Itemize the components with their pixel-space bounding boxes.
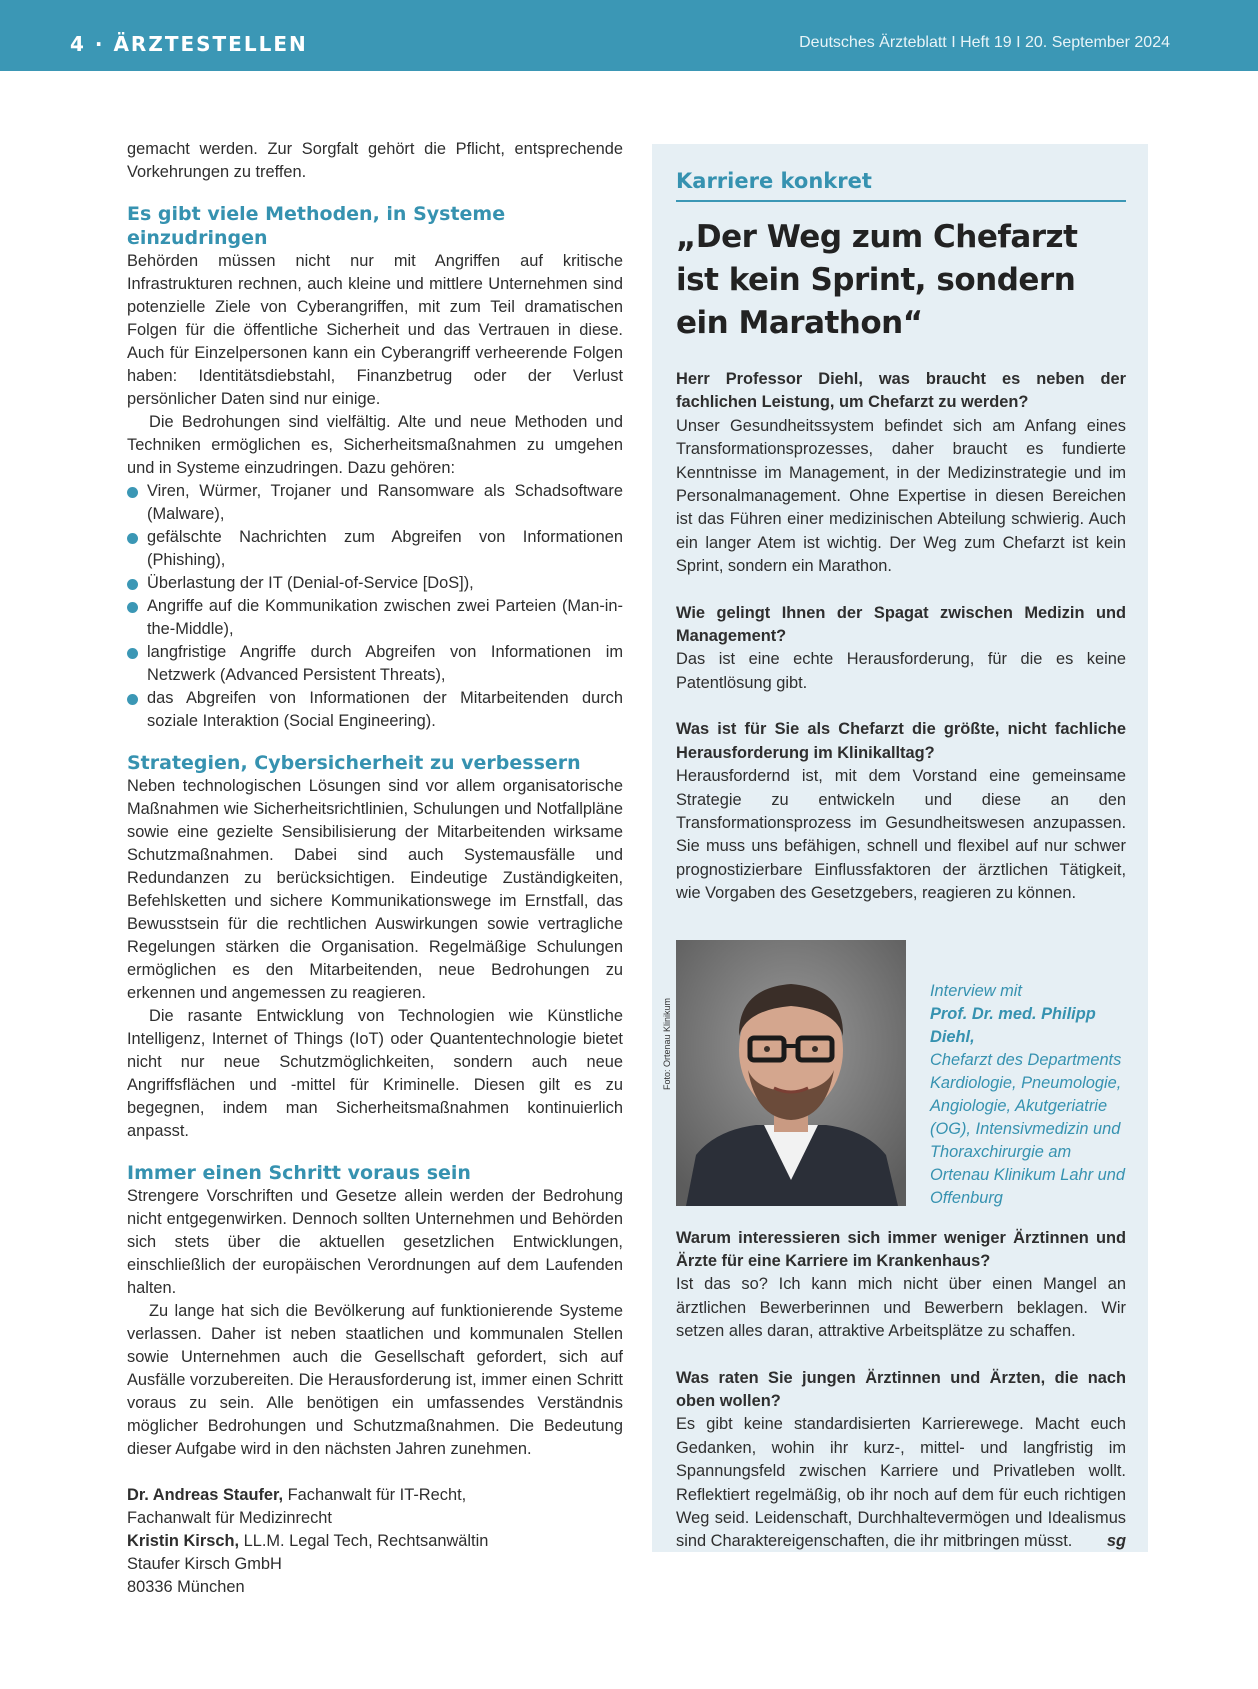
section-heading: Strategien, Cybersicherheit zu verbessern xyxy=(127,752,581,774)
paragraph: Neben technologischen Lösungen sind vor allem organisatorische Maßnahmen wie Sicherheitsrichtlinien, Schulungen und Notfallpläne sowie eine gezielte Sensibilisierung der Mitarbeitenden wirksame Schutzmaßnahmen. Dabei sind auch Systemausfälle und Redundanzen zu berücksichtigen. Eindeutige Zuständigkeiten, Befehlsketten und sichere Kommunikationswege im Ernstfall, das Bewusstsein für die rechtlichen Auswirkungen sowie vertragliche Regelungen stärken die Organisation. Regelmäßige Schulungen ermöglichen es den Mitarbeitenden, neue Bedrohungen zu erkennen und angemessen zu reagieren. xyxy=(127,777,623,1002)
list-item: Angriffe auf die Kommunikation zwischen zwei Parteien (Man-in-the-Middle), xyxy=(127,595,623,641)
question: Was raten Sie jungen Ärztinnen und Ärzten, die nach oben wollen? xyxy=(676,1368,1126,1410)
portrait-photo xyxy=(676,940,906,1206)
portrait-row xyxy=(662,940,1126,1207)
author-signature xyxy=(127,1484,623,1599)
answer: Unser Gesundheitssystem befindet sich am Anfang eines Transformationsprozesses, daher braucht es fundierte Kenntnisse im Management, in der Medizinstrategie und im Personalmanagement. Ohne Expertise in diesen Bereichen ist das Führen einer medizinischen Abteilung schwierig. Auch ein langer Atem ist wichtig. Der Weg zum Chefarzt ist kein Sprint, sondern ein Marathon. xyxy=(676,416,1126,576)
author-name: Dr. Andreas Staufer, xyxy=(127,1486,284,1504)
answer: Herausfordernd ist, mit dem Vorstand eine gemeinsame Strategie zu entwickeln und diese an den Transformationsprozess im Gesundheitswesen anzupassen. Sie muss uns befähigen, schnell und flexibel auf nur schwer prognostizierbare Einflussfaktoren der ärztlichen Tätigkeit, wie Vorgaben des Gesetzgebers, reagieren zu können. xyxy=(676,767,1126,903)
company-name: Staufer Kirsch GmbH xyxy=(127,1555,282,1573)
paragraph: Die Bedrohungen sind vielfältig. Alte und neue Methoden und Techniken ermöglichen es, Sicherheitsmaßnahmen zu umgehen und in Systeme einzudringen. Dazu gehören: xyxy=(127,413,623,477)
company-city: 80336 München xyxy=(127,1578,245,1596)
section-heading: Es gibt viele Methoden, in Systeme einzudringen xyxy=(127,203,506,249)
caption-role: Chefarzt des Departments Kardiologie, Pneumologie, Angiologie, Akutgeriatrie (OG), Intensivmedizin und Thoraxchirurgie am Ortenau Klinikum Lahr und Offenburg xyxy=(930,1050,1125,1207)
qa-block xyxy=(676,368,1126,579)
answer: Ist das so? Ich kann mich nicht über einen Mangel an ärztlichen Bewerberinnen und Bewerbern beklagen. Wir setzen alles daran, attraktive Arbeitsplätze zu schaffen. xyxy=(676,1275,1126,1341)
qa-block xyxy=(676,1227,1126,1344)
page-label: 4 · ÄRZTESTELLEN xyxy=(70,32,308,56)
qa-block xyxy=(676,718,1126,905)
photo-credit: Foto: Ortenau Klinikum xyxy=(662,997,672,1090)
list-item: Viren, Würmer, Trojaner und Ransomware als Schadsoftware (Malware), xyxy=(127,480,623,526)
qa-block xyxy=(676,602,1126,696)
intro-paragraph: gemacht werden. Zur Sorgfalt gehört die Pflicht, entsprechende Vorkehrungen zu treffen. xyxy=(127,140,623,181)
paragraph: Strengere Vorschriften und Gesetze allein werden der Bedrohung nicht entgegenwirken. Dennoch sollten Unternehmen und Behörden sich stets über die aktuellen gesetzlichen Entwicklungen, einschließlich der europäischen Verordnungen auf dem Laufenden halten. xyxy=(127,1187,623,1297)
interview-box xyxy=(652,144,1148,1552)
question: Was ist für Sie als Chefarzt die größte, nicht fachliche Herausforderung im Klinikalltag? xyxy=(676,720,1126,762)
box-kicker: Karriere konkret xyxy=(676,166,1126,202)
section-heading: Immer einen Schritt voraus sein xyxy=(127,1162,471,1184)
paragraph: Die rasante Entwicklung von Technologien wie Künstliche Intelligenz, Internet of Things (IoT) oder Quantentechnologie bietet nicht nur neue Schutzmöglichkeiten, sondern auch neue Angriffsflächen und -mittel für Kriminelle. Diesen gilt es zu begegnen, indem man Sicherheitsmaßnahmen kontinuierlich anpasst. xyxy=(127,1007,623,1140)
caption-intro: Interview mit xyxy=(930,981,1022,1000)
author-initials: sg xyxy=(1106,1532,1126,1551)
question: Herr Professor Diehl, was braucht es neben der fachlichen Leistung, um Chefarzt zu werden? xyxy=(676,370,1126,412)
author-role: Fachanwalt für IT-Recht, xyxy=(283,1486,467,1504)
list-item: das Abgreifen von Informationen der Mitarbeitenden durch soziale Interaktion (Social Engineering). xyxy=(127,687,623,733)
question: Wie gelingt Ihnen der Spagat zwischen Medizin und Management? xyxy=(676,603,1126,646)
qa-block xyxy=(676,1367,1126,1554)
answer-wrap xyxy=(676,1413,1126,1553)
author-role: LL.M. Legal Tech, Rechtsanwältin xyxy=(239,1532,489,1550)
list-item: langfristige Angriffe durch Abgreifen von Informationen im Netzwerk (Advanced Persistent Threats), xyxy=(127,641,623,687)
portrait-illustration xyxy=(676,940,906,1206)
list-item: gefälschte Nachrichten zum Abgreifen von Informationen (Phishing), xyxy=(127,526,623,572)
article-column xyxy=(127,138,623,1599)
masthead: Deutsches Ärzteblatt I Heft 19 I 20. September 2024 xyxy=(799,34,1170,51)
interview-caption xyxy=(930,980,1130,1210)
paragraph: Behörden müssen nicht nur mit Angriffen auf kritische Infrastrukturen rechnen, auch kleine und mittlere Unternehmen sind potenzielle Ziele von Cyberangriffen, mit zum Teil dramatischen Folgen für die öffentliche Sicherheit und das Vertrauen in diese. Auch für Einzelpersonen kann ein Cyberangriff verheerende Folgen haben: Identitätsdiebstahl, Finanzbetrug oder der Verlust persönlicher Daten sind nur einige. xyxy=(127,252,623,408)
list-item: Überlastung der IT (Denial-of-Service [DoS]), xyxy=(127,572,623,595)
paragraph: Zu lange hat sich die Bevölkerung auf funktionierende Systeme verlassen. Daher ist neben staatlichen und kommunalen Stellen sowie Unternehmen auch die Gesellschaft gefordert, sich auf Ausfälle vorzubereiten. Die Herausforderung ist, immer einen Schritt voraus zu sein. Alle benötigen ein umfassendes Verständnis möglicher Bedrohungen und Schutzmaßnahmen. Die Bedeutung dieser Aufgabe wird in den nächsten Jahren zunehmen. xyxy=(127,1302,623,1458)
answer: Es gibt keine standardisierten Karrierewege. Macht euch Gedanken, wohin ihr kurz-, mittel- und langfristig im Spannungsfeld zwischen Karriere und Privatleben wollt. Reflektiert regelmäßig, ob ihr noch auf dem für euch richtigen Weg seid. Leidenschaft, Durchhaltevermögen und Idealismus sind Charaktereigenschaften, die ihr mitbringen müsst. xyxy=(676,1415,1126,1551)
threat-list xyxy=(127,480,623,733)
author-name: Kristin Kirsch, xyxy=(127,1532,240,1550)
author-role: Fachanwalt für Medizinrecht xyxy=(127,1509,332,1527)
answer: Das ist eine echte Herausforderung, für die es keine Patentlösung gibt. xyxy=(676,650,1126,692)
page-header xyxy=(0,0,1258,71)
question: Warum interessieren sich immer weniger Ärztinnen und Ärzte für eine Karriere im Krankenhaus? xyxy=(676,1228,1126,1270)
caption-name: Prof. Dr. med. Philipp Diehl, xyxy=(930,1004,1096,1046)
box-headline: „Der Weg zum Chefarzt ist kein Sprint, sondern ein Marathon“ xyxy=(676,219,1078,341)
